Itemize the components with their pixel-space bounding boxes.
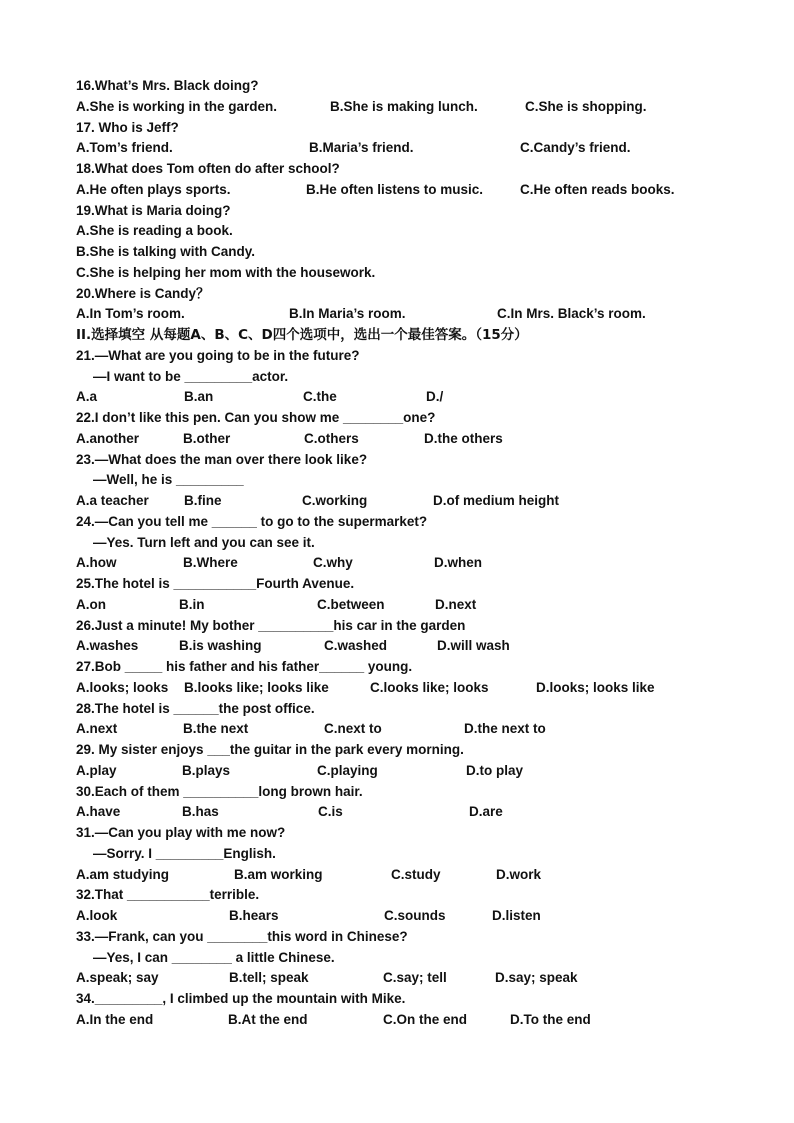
option-32-b: B.hears bbox=[229, 908, 279, 923]
option-25-d: D.next bbox=[435, 596, 477, 612]
question-28: 28.The hotel is ______the post office. bbox=[76, 700, 315, 716]
option-32-d: D.listen bbox=[492, 908, 541, 923]
question-26: 26.Just a minute! My bother __________his car in the garden bbox=[76, 617, 466, 633]
options-26 bbox=[76, 636, 716, 657]
options-33 bbox=[76, 968, 716, 989]
option-16-a: A.She is working in the garden. bbox=[76, 98, 278, 114]
option-16-b: B.She is making lunch. bbox=[330, 98, 478, 114]
option-25-c: C.between bbox=[317, 596, 385, 612]
question-32: 32.That ___________terrible. bbox=[76, 887, 260, 903]
option-18-a: A.He often plays sports. bbox=[76, 181, 231, 197]
option-21-d: D./ bbox=[426, 389, 444, 405]
option-34-d: D.To the end bbox=[510, 1011, 591, 1027]
question-19: 19.What is Maria doing? bbox=[76, 202, 231, 218]
question-16: 16.What’s Mrs. Black doing? bbox=[76, 78, 259, 93]
option-25-a: A.on bbox=[76, 596, 106, 612]
option-21-a: A.a bbox=[76, 389, 98, 405]
question-33: 33.—Frank, can you ________this word in Chinese? bbox=[76, 928, 408, 944]
option-24-c: C.why bbox=[313, 555, 353, 571]
option-31-d: D.work bbox=[496, 866, 542, 882]
options-25 bbox=[76, 595, 716, 616]
option-24-d: D.when bbox=[434, 555, 483, 571]
option-32-c: C.sounds bbox=[384, 908, 446, 923]
options-32 bbox=[76, 906, 716, 927]
option-18-c: C.He often reads books. bbox=[520, 181, 675, 197]
option-23-d: D.of medium height bbox=[433, 493, 559, 508]
option-24-b: B.Where bbox=[183, 555, 238, 571]
options-30 bbox=[76, 802, 716, 823]
question-23-reply: —Well, he is _________ bbox=[93, 472, 244, 488]
options-24 bbox=[76, 553, 716, 574]
question-29: 29. My sister enjoys ___the guitar in the park every morning. bbox=[76, 742, 464, 757]
option-21-c: C.the bbox=[303, 389, 337, 405]
option-34-b: B.At the end bbox=[228, 1011, 308, 1027]
option-22-b: B.other bbox=[183, 430, 231, 446]
option-28-c: C.next to bbox=[324, 721, 382, 737]
option-29-b: B.plays bbox=[182, 762, 231, 778]
option-17-b: B.Maria’s friend. bbox=[309, 140, 414, 156]
section-2-heading: II.选择填空 从每题A、B、C、D四个选项中，选出一个最佳答案。（15分） bbox=[76, 327, 528, 343]
options-21 bbox=[76, 387, 716, 408]
worksheet-content bbox=[76, 76, 716, 1031]
option-28-b: B.the next bbox=[183, 721, 249, 737]
option-22-a: A.another bbox=[76, 430, 140, 446]
option-16-c: C.She is shopping. bbox=[525, 98, 647, 114]
option-17-a: A.Tom’s friend. bbox=[76, 140, 173, 156]
option-21-b: B.an bbox=[184, 389, 214, 405]
question-23: 23.—What does the man over there look like? bbox=[76, 451, 368, 467]
option-19-c: C.She is helping her mom with the housework. bbox=[76, 264, 376, 280]
question-31-reply: —Sorry. I _________English. bbox=[93, 845, 276, 861]
option-27-b: B.looks like; looks like bbox=[184, 679, 329, 695]
question-24: 24.—Can you tell me ______ to go to the supermarket? bbox=[76, 513, 428, 529]
option-26-b: B.is washing bbox=[179, 638, 262, 654]
option-23-c: C.working bbox=[302, 493, 368, 508]
option-20-c: C.In Mrs. Black’s room. bbox=[497, 306, 646, 322]
option-34-a: A.In the end bbox=[76, 1011, 154, 1027]
option-22-c: C.others bbox=[304, 430, 359, 446]
options-22 bbox=[76, 429, 716, 450]
option-19-a: A.She is reading a book. bbox=[76, 223, 233, 239]
option-26-c: C.washed bbox=[324, 638, 388, 654]
option-20-b: B.In Maria’s room. bbox=[289, 306, 406, 322]
option-33-b: B.tell; speak bbox=[229, 970, 309, 986]
question-27: 27.Bob _____ his father and his father______ young. bbox=[76, 659, 413, 674]
option-28-d: D.the next to bbox=[464, 721, 546, 737]
option-33-a: A.speak; say bbox=[76, 970, 159, 986]
options-20 bbox=[76, 304, 716, 325]
option-33-c: C.say; tell bbox=[383, 970, 447, 986]
question-22: 22.I don’t like this pen. Can you show me ________one? bbox=[76, 410, 436, 425]
option-23-a: A.a teacher bbox=[76, 493, 149, 508]
option-28-a: A.next bbox=[76, 721, 118, 737]
option-20-a: A.In Tom’s room. bbox=[76, 306, 185, 322]
option-30-d: D.are bbox=[469, 804, 503, 820]
option-19-b: B.She is talking with Candy. bbox=[76, 244, 256, 259]
question-20: 20.Where is Candy？ bbox=[76, 285, 210, 301]
question-21-reply: —I want to be _________actor. bbox=[93, 368, 289, 384]
options-28 bbox=[76, 719, 716, 740]
question-21: 21.—What are you going to be in the future? bbox=[76, 347, 360, 363]
options-34 bbox=[76, 1010, 716, 1031]
options-29 bbox=[76, 761, 716, 782]
option-31-a: A.am studying bbox=[76, 866, 170, 882]
option-33-d: D.say; speak bbox=[495, 970, 578, 986]
option-24-a: A.how bbox=[76, 555, 117, 571]
question-25: 25.The hotel is ___________Fourth Avenue. bbox=[76, 576, 355, 591]
option-17-c: C.Candy’s friend. bbox=[520, 140, 631, 156]
question-17: 17. Who is Jeff? bbox=[76, 119, 179, 135]
option-27-d: D.looks; looks like bbox=[536, 679, 655, 695]
option-26-d: D.will wash bbox=[437, 638, 510, 654]
option-18-b: B.He often listens to music. bbox=[306, 181, 484, 197]
option-23-b: B.fine bbox=[184, 493, 222, 508]
option-26-a: A.washes bbox=[76, 638, 139, 654]
question-18: 18.What does Tom often do after school? bbox=[76, 161, 340, 176]
question-30: 30.Each of them __________long brown hair. bbox=[76, 783, 363, 799]
option-30-c: C.is bbox=[318, 804, 343, 820]
question-31: 31.—Can you play with me now? bbox=[76, 825, 286, 840]
question-34: 34._________, I climbed up the mountain with Mike. bbox=[76, 991, 406, 1006]
options-18 bbox=[76, 180, 716, 201]
option-30-b: B.has bbox=[182, 804, 219, 820]
option-31-b: B.am working bbox=[234, 866, 323, 882]
options-17 bbox=[76, 138, 716, 159]
option-25-b: B.in bbox=[179, 596, 205, 612]
options-27 bbox=[76, 678, 716, 699]
option-22-d: D.the others bbox=[424, 430, 503, 446]
question-33-reply: —Yes, I can ________ a little Chinese. bbox=[93, 949, 335, 965]
option-30-a: A.have bbox=[76, 804, 121, 820]
option-29-d: D.to play bbox=[466, 762, 524, 778]
options-23 bbox=[76, 491, 716, 512]
option-29-a: A.play bbox=[76, 762, 117, 778]
options-16 bbox=[76, 97, 716, 118]
option-27-a: A.looks; looks bbox=[76, 679, 169, 695]
option-29-c: C.playing bbox=[317, 762, 378, 778]
options-31 bbox=[76, 865, 716, 886]
option-31-c: C.study bbox=[391, 866, 441, 882]
option-32-a: A.look bbox=[76, 908, 118, 923]
option-34-c: C.On the end bbox=[383, 1011, 467, 1027]
question-24-reply: —Yes. Turn left and you can see it. bbox=[93, 534, 315, 550]
option-27-c: C.looks like; looks bbox=[370, 679, 489, 695]
